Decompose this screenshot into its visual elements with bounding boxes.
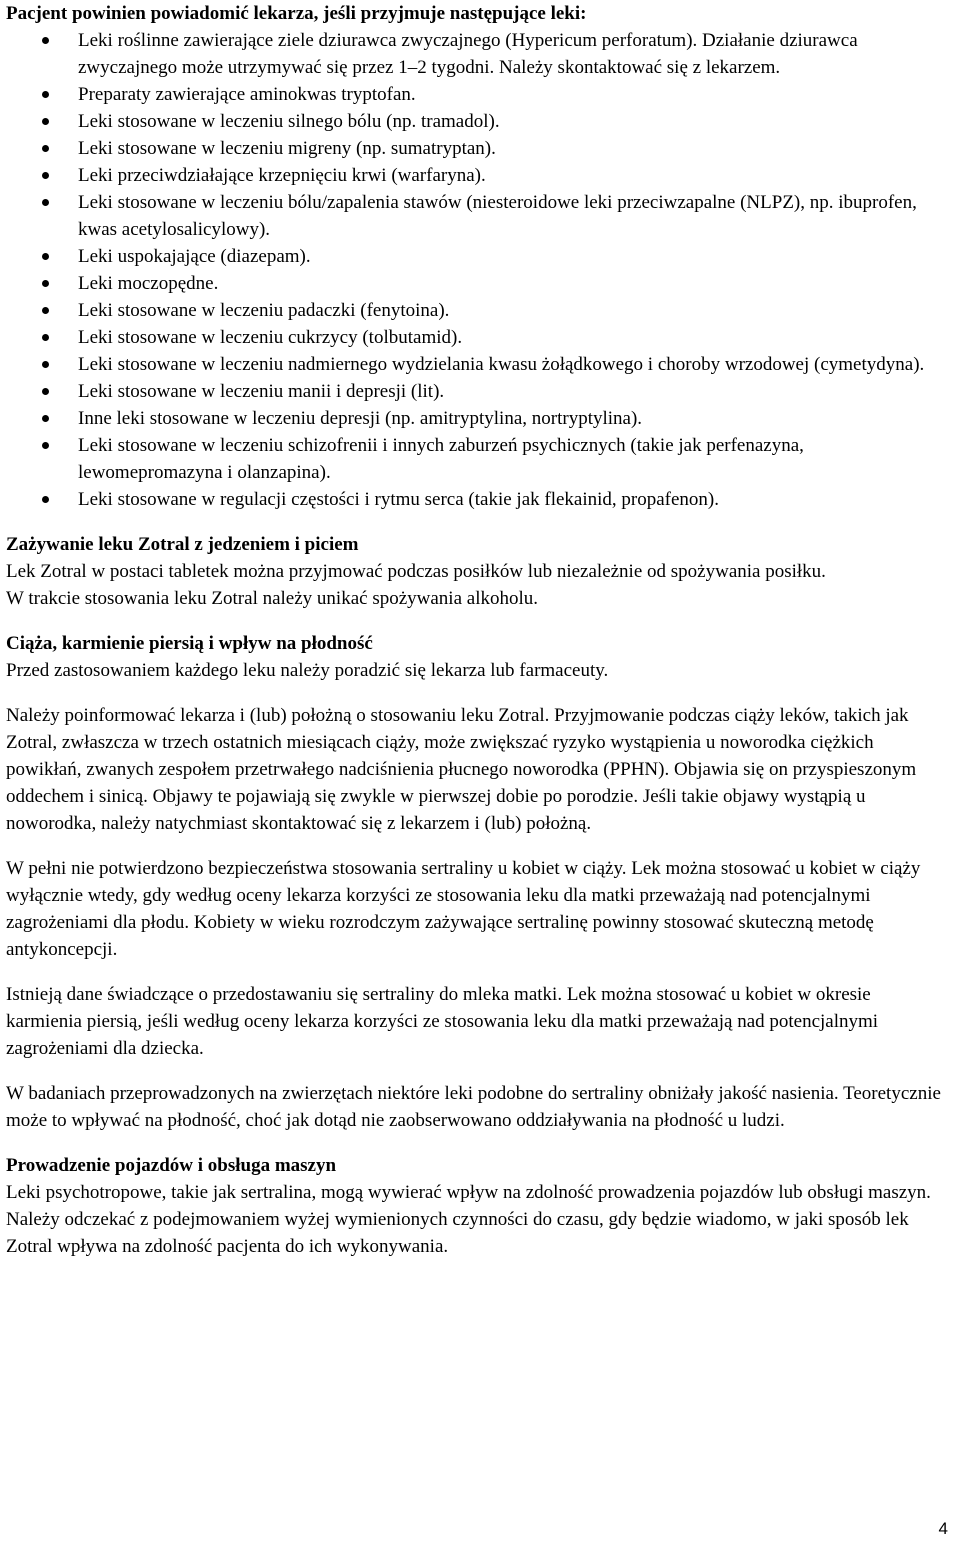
list-item-text: Leki stosowane w leczeniu schizofrenii i innych zaburzeń psychicznych (takie jak perfenazyna, lewomepromazyna i olanzapina). [78,435,804,483]
list-item [6,486,950,513]
list-item [6,27,950,81]
list-item-text: Leki stosowane w leczeniu nadmiernego wydzielania kwasu żołądkowego i choroby wrzodowej (cymetydyna). [78,354,925,375]
pregnancy-intro: Przed zastosowaniem każdego leku należy poradzić się lekarza lub farmaceuty. [6,660,609,681]
pregnancy-heading: Ciąża, karmienie piersią i wpływ na płodność [6,633,373,654]
list-item-text: Leki stosowane w leczeniu manii i depresji (lit). [78,381,445,402]
list-item [6,108,950,135]
list-item-text: Leki stosowane w leczeniu silnego bólu (np. tramadol). [78,111,500,132]
list-item [6,405,950,432]
list-item-text: Inne leki stosowane w leczeniu depresji (np. amitryptylina, nortryptylina). [78,408,643,429]
list-item [6,324,950,351]
list-item [6,351,950,378]
list-item [6,81,950,108]
list-item [6,270,950,297]
bullet-icon [42,442,49,449]
bullet-icon [42,388,49,395]
list-item [6,135,950,162]
list-item-text: Leki stosowane w leczeniu padaczki (fenytoina). [78,300,450,321]
list-item-text: Leki roślinne zawierające ziele dziurawca zwyczajnego (Hypericum perforatum). Działanie dziurawca zwyczajnego może utrzymywać się przez 1–2 tygodni. Należy skontaktować się z lekarzem. [78,30,858,78]
bullet-icon [42,415,49,422]
list-item-text: Leki stosowane w leczeniu bólu/zapalenia stawów (niesteroidowe leki przeciwzapalne (NLPZ), np. ibuprofen, kwas acetylosalicylowy). [78,192,917,240]
food-paragraph: Lek Zotral w postaci tabletek można przyjmować podczas posiłków lub niezależnie od spożywania posiłku. [6,561,826,582]
driving-section [6,1152,950,1260]
driving-paragraph: Leki psychotropowe, takie jak sertralina, mogą wywierać wpływ na zdolność prowadzenia pojazdów lub obsługi maszyn. Należy odczekać z podejmowaniem wyżej wymienionych czynności do czasu, gdy będzie wiadomo, w jaki sposób lek Zotral wpływa na zdolność pacjenta do ich wykonywania. [6,1182,931,1257]
pregnancy-paragraph: W pełni nie potwierdzono bezpieczeństwa stosowania sertraliny u kobiet w ciąży. Lek można stosować u kobiet w ciąży wyłącznie wtedy, gdy według oceny lekarza korzyści ze stosowania leku dla matki przeważają nad potencjalnymi zagrożeniami dla płodu. Kobiety w wieku rozrodczym zażywające sertralinę powinny stosować skuteczną metodę antykoncepcji. [6,858,921,960]
bullet-icon [42,199,49,206]
bullet-icon [42,334,49,341]
list-item-text: Leki uspokajające (diazepam). [78,246,311,267]
pregnancy-section [6,630,950,1134]
list-item-text: Preparaty zawierające aminokwas tryptofan. [78,84,416,105]
food-section [6,531,950,612]
list-item [6,378,950,405]
bullet-icon [42,118,49,125]
list-item-text: Leki stosowane w leczeniu cukrzycy (tolbutamid). [78,327,463,348]
list-item [6,297,950,324]
bullet-icon [42,307,49,314]
list-item [6,243,950,270]
list-item [6,432,950,486]
bullet-icon [42,361,49,368]
leaflet-page [6,0,950,1260]
bullet-icon [42,91,49,98]
list-item [6,162,950,189]
interactions-heading: Pacjent powinien powiadomić lekarza, jeśli przyjmuje następujące leki: [6,3,587,24]
interacting-drugs-list [6,27,950,513]
bullet-icon [42,253,49,260]
bullet-icon [42,496,49,503]
list-item-text: Leki stosowane w leczeniu migreny (np. sumatryptan). [78,138,496,159]
alcohol-paragraph: W trakcie stosowania leku Zotral należy unikać spożywania alkoholu. [6,588,538,609]
pregnancy-paragraph: Należy poinformować lekarza i (lub) położną o stosowaniu leku Zotral. Przyjmowanie podczas ciąży leków, takich jak Zotral, zwłaszcza w trzech ostatnich miesiącach ciąży, może zwiększać ryzyko wystąpienia u noworodka ciężkich powikłań, zwanych zespołem przetrwałego nadciśnienia płucnego noworodka (PPHN). Objawia się on przyspieszonym oddechem i sinicą. Objawy te pojawiają się zwykle w pierwszej dobie po porodzie. Jeśli takie objawy wystąpią u noworodka, należy natychmiast skontaktować się z lekarzem i (lub) położną. [6,705,917,834]
list-item-text: Leki moczopędne. [78,273,219,294]
bullet-icon [42,172,49,179]
list-item-text: Leki przeciwdziałające krzepnięciu krwi (warfaryna). [78,165,486,186]
breastfeeding-paragraph: Istnieją dane świadczące o przedostawaniu się sertraliny do mleka matki. Lek można stosować u kobiet w okresie karmienia piersią, jeśli według oceny lekarza korzyści ze stosowania leku dla matki przeważają nad potencjalnymi zagrożeniami dla dziecka. [6,984,879,1059]
list-item-text: Leki stosowane w regulacji częstości i rytmu serca (takie jak flekainid, propafenon). [78,489,720,510]
bullet-icon [42,145,49,152]
food-heading: Zażywanie leku Zotral z jedzeniem i piciem [6,534,359,555]
list-item [6,189,950,243]
driving-heading: Prowadzenie pojazdów i obsługa maszyn [6,1155,337,1176]
page-number: 4 [938,1519,948,1538]
bullet-icon [42,280,49,287]
fertility-paragraph: W badaniach przeprowadzonych na zwierzętach niektóre leki podobne do sertraliny obniżały jakość nasienia. Teoretycznie może to wpływać na płodność, choć jak dotąd nie zaobserwowano oddziaływania na płodność u ludzi. [6,1083,941,1131]
bullet-icon [42,37,49,44]
